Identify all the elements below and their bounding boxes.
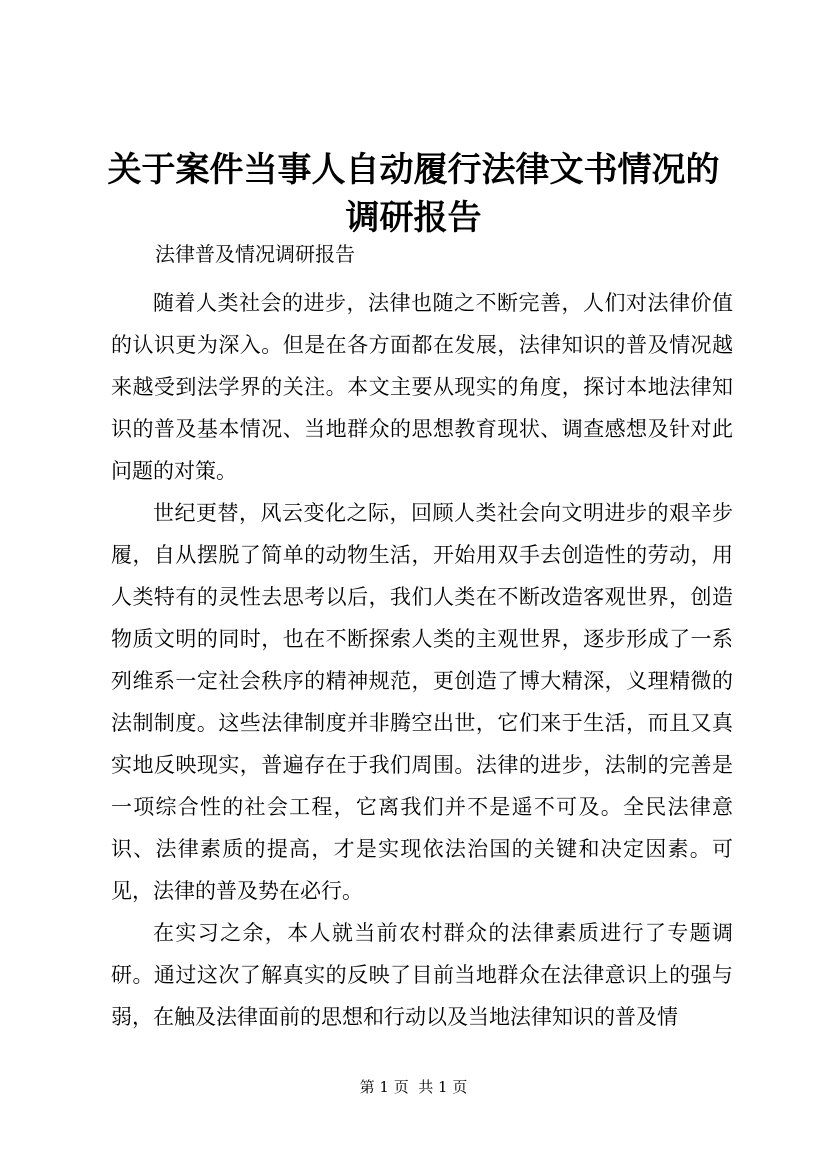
paragraph: 在实习之余，本人就当前农村群众的法律素质进行了专题调研。通过这次了解真实的反映了目前当地群众在法律意识上的强与弱，在触及法律面前的思想和行动以及当地法律知识的普及情 xyxy=(111,921,733,1029)
document-title: 关于案件当事人自动履行法律文书情况的调研报告 xyxy=(107,150,720,238)
paragraph: 世纪更替，风云变化之际，回顾人类社会向文明进步的艰辛步履，自从摆脱了简单的动物生活，开始用双手去创造性的劳动，用人类特有的灵性去思考以后，我们人类在不断改造客观世界，创造物质文明的同时，也在不断探索人类的主观世界，逐步形成了一系列维系一定社会秩序的精神规范，更创造了博大精深，义理精微的法制制度。这些法律制度并非腾空出世，它们来于生活，而且又真实地反映现实，普遍存在于我们周围。法律的进步，法制的完善是一项综合性的社会工程，它离我们并不是遥不可及。全民法律意识、法律素质的提高，才是实现依法治国的关键和决定因素。可见，法律的普及势在必行。 xyxy=(111,501,733,903)
paragraph: 随着人类社会的进步，法律也随之不断完善，人们对法律价值的认识更为深入。但是在各方面都在发展，法律知识的普及情况越来越受到法学界的关注。本文主要从现实的角度，探讨本地法律知识的普及基本情况、当地群众的思想教育现状、调查感想及针对此问题的对策。 xyxy=(111,291,733,483)
document-subtitle: 法律普及情况调研报告 xyxy=(155,242,355,266)
page-number: 第 1 页 共 1 页 xyxy=(359,1078,468,1096)
document-body xyxy=(111,282,733,1038)
page-footer xyxy=(0,1077,827,1097)
